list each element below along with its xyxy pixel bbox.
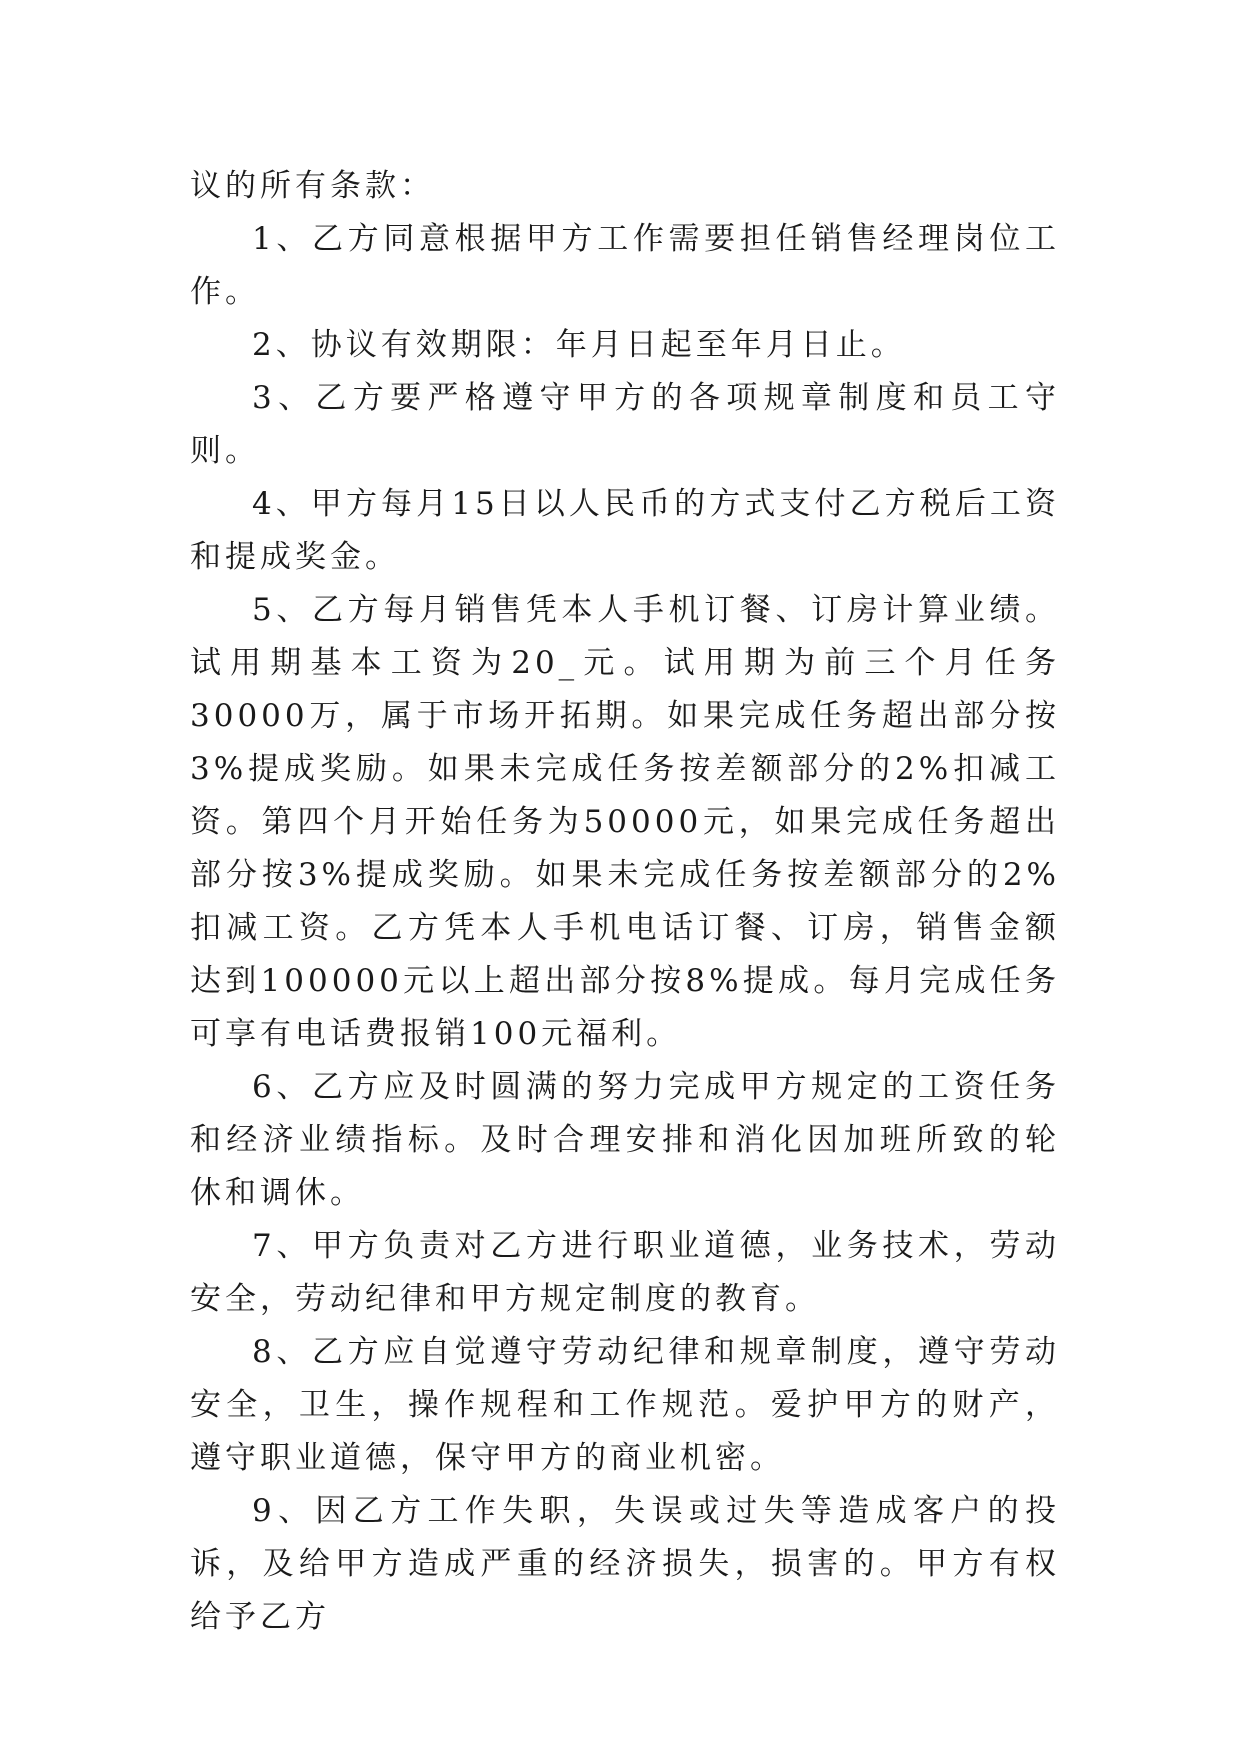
clause-3: 3、乙方要严格遵守甲方的各项规章制度和员工守则。: [190, 380, 1060, 469]
clause-8: 8、乙方应自觉遵守劳动纪律和规章制度，遵守劳动安全，卫生，操作规程和工作规范。爱护甲方的财产，遵守职业道德，保守甲方的商业机密。: [190, 1334, 1060, 1476]
clause-4: 4、甲方每月15日以人民币的方式支付乙方税后工资和提成奖金。: [190, 486, 1060, 575]
clause-6: 6、乙方应及时圆满的努力完成甲方规定的工资任务和经济业绩指标。及时合理安排和消化因加班所致的轮休和调休。: [190, 1069, 1060, 1211]
clause-5: 5、乙方每月销售凭本人手机订餐、订房计算业绩。试用期基本工资为20_元。试用期为前三个月任务30000万，属于市场开拓期。如果完成任务超出部分按3%提成奖励。如果未完成任务按差额部分的2%扣减工资。第四个月开始任务为50000元，如果完成任务超出部分按3%提成奖励。如果未完成任务按差额部分的2%扣减工资。乙方凭本人手机电话订餐、订房，销售金额达到100000元以上超出部分按8%提成。每月完成任务可享有电话费报销100元福利。: [190, 592, 1060, 1052]
paragraph-continuation: 议的所有条款：: [190, 168, 435, 204]
clause-1: 1、乙方同意根据甲方工作需要担任销售经理岗位工作。: [190, 221, 1060, 310]
document-body: [190, 160, 1060, 1644]
clause-9: 9、因乙方工作失职，失误或过失等造成客户的投诉，及给甲方造成严重的经济损失，损害的。甲方有权给予乙方: [190, 1493, 1060, 1635]
clause-7: 7、甲方负责对乙方进行职业道德，业务技术，劳动安全，劳动纪律和甲方规定制度的教育。: [190, 1228, 1060, 1317]
clause-2: 2、协议有效期限：年月日起至年月日止。: [252, 327, 906, 363]
